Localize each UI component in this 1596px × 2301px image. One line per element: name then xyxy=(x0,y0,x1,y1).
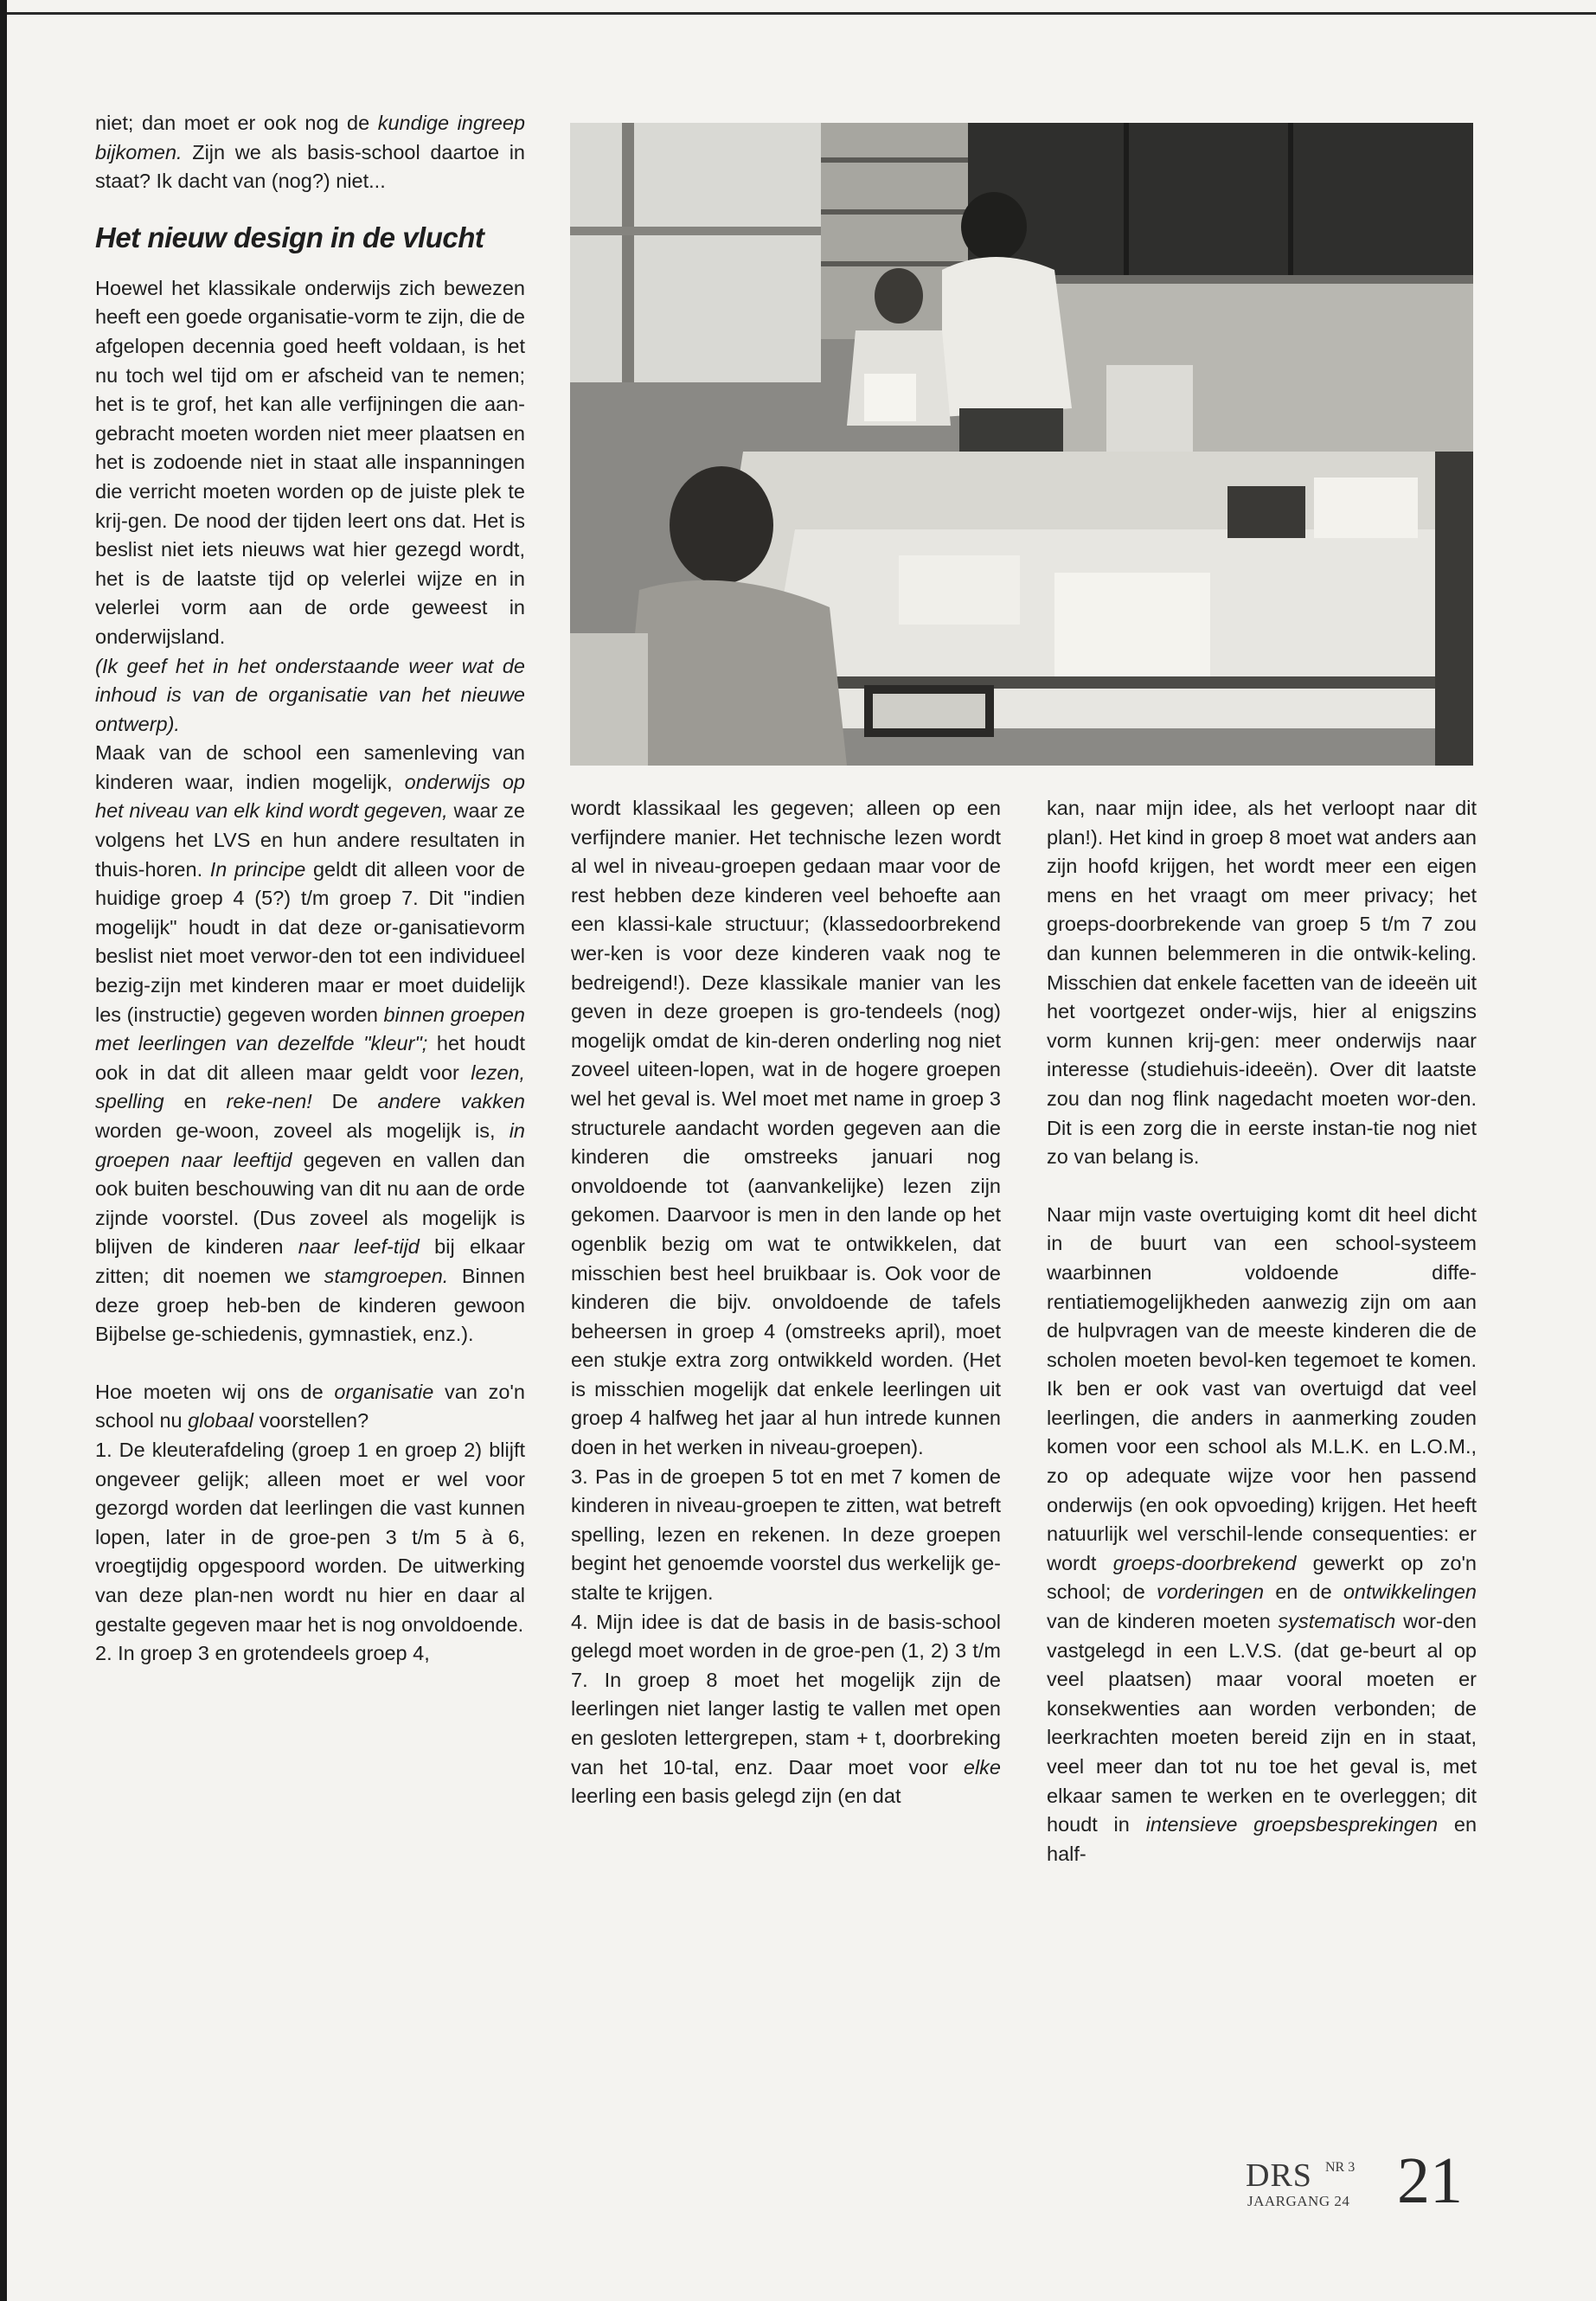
classroom-photo xyxy=(570,123,1473,766)
paragraph: Hoe moeten wij ons de organisatie van zo'n school nu globaal voorstellen? xyxy=(95,1380,525,1433)
volume: JAARGANG 24 xyxy=(1247,2193,1350,2209)
paragraph: niet; dan moet er ook nog de kundige ingreep bijkomen. Zijn we als basis-school daartoe in staat? Ik dacht van (nog?) niet... xyxy=(95,112,525,193)
issue-number: NR 3 xyxy=(1325,2160,1356,2175)
paragraph-italic: (Ik geef het in het onderstaande weer wat de inhoud is van de organisatie van het nieuwe ontwerp). xyxy=(95,654,525,735)
page-footer xyxy=(1246,2144,1488,2219)
paragraph: Naar mijn vaste overtuiging komt dit heel dicht in de buurt van een school-systeem waarbinnen voldoende diffe-rentiatiemogelijkheden aanwezig zijn om aan de hulpvragen van de meeste kinderen die de scholen moeten bevol-ken tegemoet te komen. Ik ben er ook vast van overtuigd dat veel leerlingen, die anders in aanmerking zouden komen voor een school als M.L.K. en L.O.M., zo op adequate wijze voor hen passend onderwijs (en ook opvoeding) krijgen. Het heeft natuurlijk wel verschil-lende consequenties: er wordt groeps-doorbrekend gewerkt op zo'n school; de vorderingen en de ontwikkelingen van de kinderen moeten systematisch wor-den vastgelegd in een L.V.S. (dat ge-beurt al op veel plaatsen) maar vooral moeten er konsekwenties aan worden verbonden; de leerkrachten moeten bereid zijn en in staat, veel meer dan tot nu toe het geval is, met elkaar samen te werken en te overleggen; dit houdt in intensieve groepsbesprekingen en half- xyxy=(1047,1202,1477,1865)
list-item: 4. Mijn idee is dat de basis in de basis-school gelegd moet worden in de groe-pen (1, 2) 3 t/m 7. In groep 8 moet het mogelijk zijn de leerlingen niet langer lastig te vallen met open en gesloten lettergrepen, stam + t, doorbreking van het 10-tal, enz. Daar moet voor elke leerling een basis gelegd zijn (en dat xyxy=(571,1610,1001,1808)
scan-edge xyxy=(0,0,7,2301)
top-rule xyxy=(0,12,1596,15)
list-item: 3. Pas in de groepen 5 tot en met 7 komen de kinderen in niveau-groepen te zitten, wat betreft spelling, lezen en rekenen. In deze groepen begint het genoemde voorstel dus werkelijk ge-stalte te krijgen. xyxy=(571,1465,1001,1605)
list-item: 1. De kleuterafdeling (groep 1 en groep 2) blijft ongeveer gelijk; alleen moet er wel voor gezorgd worden dat leerlingen die vast kunnen lopen, later in de groe-pen 3 t/m 5 à 6, vroegtijdig opgespoord worden. De uitwerking van deze plan-nen wordt nu hier en daar al gestalte gegeven maar het is nog onvoldoende. xyxy=(95,1438,525,1636)
column-2 xyxy=(571,794,1001,1811)
paragraph: Hoewel het klassikale onderwijs zich bewezen heeft een goede organisatie-vorm te zijn, die de afgelopen decennia goed heeft voldaan, is het nu toch wel tijd om er afscheid van te nemen; het is te grof, het kan alle verfijningen die aan-gebracht moeten worden niet meer plaatsen en het is zodoende niet in staat alle inspanningen die verricht moeten worden op de juiste plek te krij-gen. De nood der tijden leert ons dat. Het is beslist niet iets nieuws wat hier gezegd wordt, het is de laatste tijd op velerlei wijze en in velerlei vorm aan de orde geweest in onderwijsland. xyxy=(95,276,525,648)
list-item: 2. In groep 3 en grotendeels groep 4, xyxy=(95,1642,430,1665)
magazine-name: DRS xyxy=(1246,2157,1312,2194)
section-heading: Het nieuw design in de vlucht xyxy=(95,221,484,253)
paragraph: wordt klassikaal les gegeven; alleen op een verfijndere manier. Het technische lezen wordt al wel in niveau-groepen gedaan maar voor de rest hebben deze kinderen veel behoefte aan een klassi-kale structuur; (klassedoorbrekend wer-ken is voor deze kinderen vaak nog te bedreigend!). Deze klassikale manier van les geven in deze groepen is gro-tendeels (nog) mogelijk omdat de kin-deren onderling nog niet zoveel uiteen-lopen, wat in de hogere groepen wel het geval is. Wel moet met name in groep 3 structurele aandacht worden gegeven aan die kinderen die omstreeks januari nog onvoldoende tot (aanvankelijke) lezen zijn gekomen. Daarvoor is men in den lande op het ogenblik bezig om wat te ontwikkelen, dat misschien best heel bruikbaar is. Ook voor de kinderen die bijv. onvoldoende de tafels beheersen in groep 4 (omstreeks april), moet een stukje extra zorg ontwikkeld worden. (Het is misschien mogelijk dat enkele leerlingen uit groep 4 halfweg het jaar al hun intrede kunnen doen in het werken in niveau-groepen). xyxy=(571,797,1001,1459)
paragraph: kan, naar mijn idee, als het verloopt naar dit plan!). Het kind in groep 8 moet wat anders aan zijn hoofd krijgen, het wordt meer een eigen mens en het vraagt om meer privacy; het groeps-doorbrekende van groep 5 t/m 7 zou dan kunnen belemmeren in die ontwik-keling. Misschien dat enkele facetten van de ideeën uit het voortgezet onder-wijs, hier al enigszins vorm kunnen krij-gen: meer onderwijs naar interesse (studiehuis-ideeën). Over dit laatste zou dan nog flink nagedacht moeten wor-den. Dit is een zorg die in eerste instan-tie nog niet zo van belang is. xyxy=(1047,797,1477,1169)
column-3 xyxy=(1047,794,1477,1868)
column-1 xyxy=(95,109,525,1669)
paragraph: Maak van de school een samenleving van kinderen waar, indien mogelijk, onderwijs op het niveau van elk kind wordt gegeven, waar ze volgens het LVS en hun andere resultaten in thuis-horen. In principe geldt dit alleen voor de huidige groep 4 (5?) t/m groep 7. Dit "indien mogelijk" houdt in dat deze or-ganisatievorm beslist niet moet verwor-den tot een individueel bezig-zijn met kinderen maar er moet duidelijk les (instructie) gegeven worden binnen groepen met leerlingen van dezelfde "kleur"; het houdt ook in dat dit alleen maar geldt voor lezen, spelling en reke-nen! De andere vakken worden ge-woon, zoveel als mogelijk is, in groepen naar leeftijd gegeven en vallen dan ook buiten beschouwing van dit nu aan de orde zijnde voorstel. (Dus zoveel als mogelijk is blijven de kinderen naar leef-tijd bij elkaar zitten; dit noemen we stamgroepen. Binnen deze groep heb-ben de kinderen gewoon Bijbelse ge-schiedenis, gymnastiek, enz.). xyxy=(95,741,526,1346)
page-number: 21 xyxy=(1397,2144,1463,2217)
